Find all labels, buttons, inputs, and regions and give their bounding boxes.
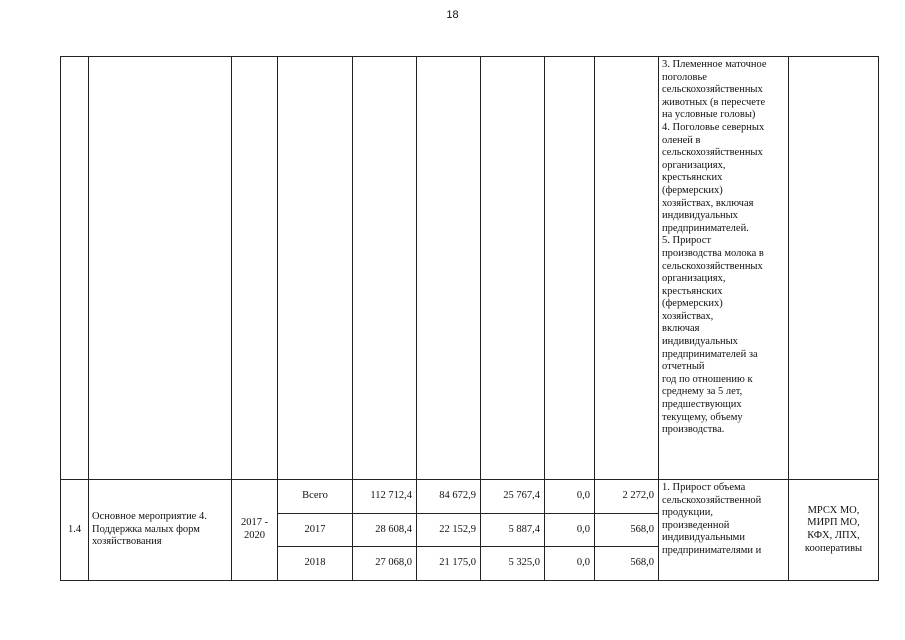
measure-executors: МРСХ МО, МИРП МО, КФХ, ЛПХ, кооперативы <box>789 480 879 581</box>
cell-empty <box>595 57 659 480</box>
page-number: 18 <box>446 9 459 21</box>
cell-empty <box>232 57 278 480</box>
row-label: 2017 <box>278 514 353 547</box>
cell-empty <box>481 57 545 480</box>
value-regional: 25 767,4 <box>481 480 545 514</box>
value-local: 0,0 <box>545 480 595 514</box>
row-label: Всего <box>278 480 353 514</box>
cell-empty <box>789 57 879 480</box>
cell-empty <box>545 57 595 480</box>
value-regional: 5 887,4 <box>481 514 545 547</box>
cell-empty <box>61 57 89 480</box>
measure-number: 1.4 <box>61 480 89 581</box>
program-measures-table <box>60 56 879 581</box>
measure-name: Основное мероприятие 4. Поддержка малых форм хозяйствования <box>89 480 232 581</box>
value-total: 27 068,0 <box>353 547 417 581</box>
value-local: 0,0 <box>545 547 595 581</box>
value-federal: 21 175,0 <box>417 547 481 581</box>
measure-indicators: 1. Прирост объема сельскохозяйственной продукции, произведенной индивидуальными предпринимателями и <box>659 480 789 581</box>
value-other: 2 272,0 <box>595 480 659 514</box>
value-other: 568,0 <box>595 547 659 581</box>
indicators-continuation-text: 3. Племенное маточное поголовье сельскохозяйственных животных (в пересчете на условные головы) 4. Поголовье северных оленей в сельскохозяйственных организациях, крестьянских (фермерских) хозяйствах, включая индивидуальных предпринимателей. 5. Прирост производства молока в сельскохозяйственных организациях, крестьянских (фермерских) хозяйствах, включая индивидуальных предпринимателей за отчетный год по отношению к среднему за 5 лет, предшествующих текущему, объему производства. <box>659 57 789 480</box>
measure-period: 2017 - 2020 <box>232 480 278 581</box>
value-local: 0,0 <box>545 514 595 547</box>
value-regional: 5 325,0 <box>481 547 545 581</box>
row-label: 2018 <box>278 547 353 581</box>
cell-empty <box>417 57 481 480</box>
value-federal: 84 672,9 <box>417 480 481 514</box>
cell-empty <box>353 57 417 480</box>
table-row-total <box>61 480 879 514</box>
value-federal: 22 152,9 <box>417 514 481 547</box>
value-other: 568,0 <box>595 514 659 547</box>
value-total: 112 712,4 <box>353 480 417 514</box>
value-total: 28 608,4 <box>353 514 417 547</box>
cell-empty <box>278 57 353 480</box>
continuation-row <box>61 57 879 480</box>
cell-empty <box>89 57 232 480</box>
